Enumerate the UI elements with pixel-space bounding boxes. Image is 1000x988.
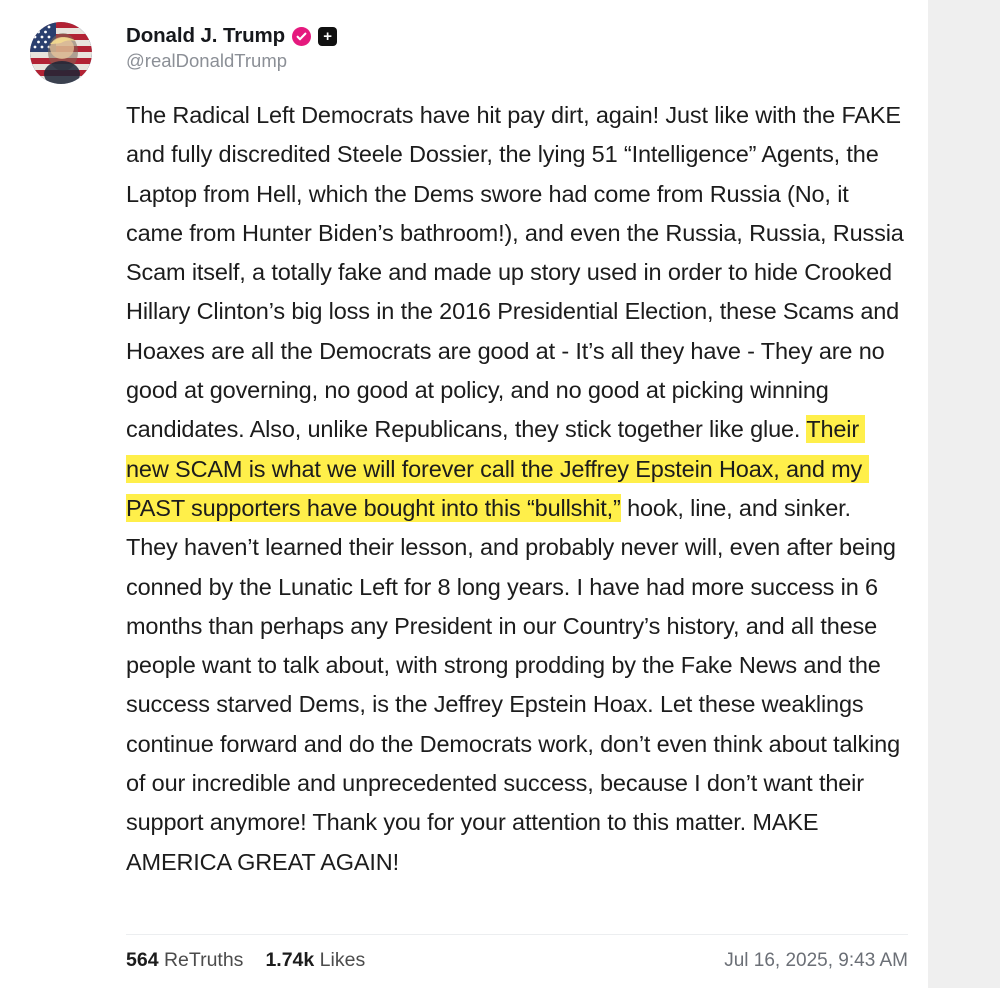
post-body xyxy=(126,96,911,882)
post-stats xyxy=(126,949,365,972)
likes-stat[interactable] xyxy=(265,949,365,972)
plus-badge-icon: + xyxy=(318,27,337,46)
right-edge-strip xyxy=(927,0,1000,988)
author-handle[interactable]: @realDonaldTrump xyxy=(126,50,288,71)
author-name-row xyxy=(126,24,337,48)
retruths-count: 564 xyxy=(126,949,159,971)
verified-check-icon xyxy=(292,27,311,46)
retruths-label: ReTruths xyxy=(163,949,244,971)
post-header xyxy=(126,14,908,80)
author-block xyxy=(126,14,337,72)
post-timestamp: Jul 16, 2025, 9:43 AM xyxy=(724,949,908,971)
author-display-name[interactable]: Donald J. Trump xyxy=(126,24,286,47)
post-text-segment: The Radical Left Democrats have hit pay dirt, again! Just like with the FAKE and fully discredited Steele Dossier, the lying 51 “Intelligence” Agents, the Laptop from Hell, which the Dems swore had come from Russia (No, it came from Hunter Biden’s bathroom!), and even the Russia, Russia, Russia Scam itself, a totally fake and made up story used in order to hide Crooked Hillary Clinton’s big loss in the 2016 Presidential Election, these Scams and Hoaxes are all the Democrats are good at - It’s all they have - They are no good at governing, no good at policy, and no good at picking winning candidates. Also, unlike Republicans, they stick together like glue. xyxy=(126,102,911,443)
likes-label: Likes xyxy=(319,949,366,971)
post-text-highlighted: Their new SCAM is what we will forever call the Jeffrey Epstein Hoax, and my PAST supporters have bought into this “bullshit,” xyxy=(126,416,869,521)
retruths-stat[interactable] xyxy=(126,949,243,972)
likes-count: 1.74k xyxy=(265,949,315,971)
avatar[interactable] xyxy=(30,22,92,84)
post-text-segment: hook, line, and sinker. They haven’t learned their lesson, and probably never will, even after being conned by the Lunatic Left for 8 long years. I have had more success in 6 months than perhaps any President in our Country’s history, and all these people want to talk about, with strong prodding by the Fake News and the success starved Dems, is the Jeffrey Epstein Hoax. Let these weaklings continue forward and do the Democrats work, don’t even think about talking of our incredible and unprecedented success, because I don’t want their support anymore! Thank you for your attention to this matter. MAKE AMERICA GREAT AGAIN! xyxy=(126,494,907,875)
post-footer xyxy=(126,934,908,972)
